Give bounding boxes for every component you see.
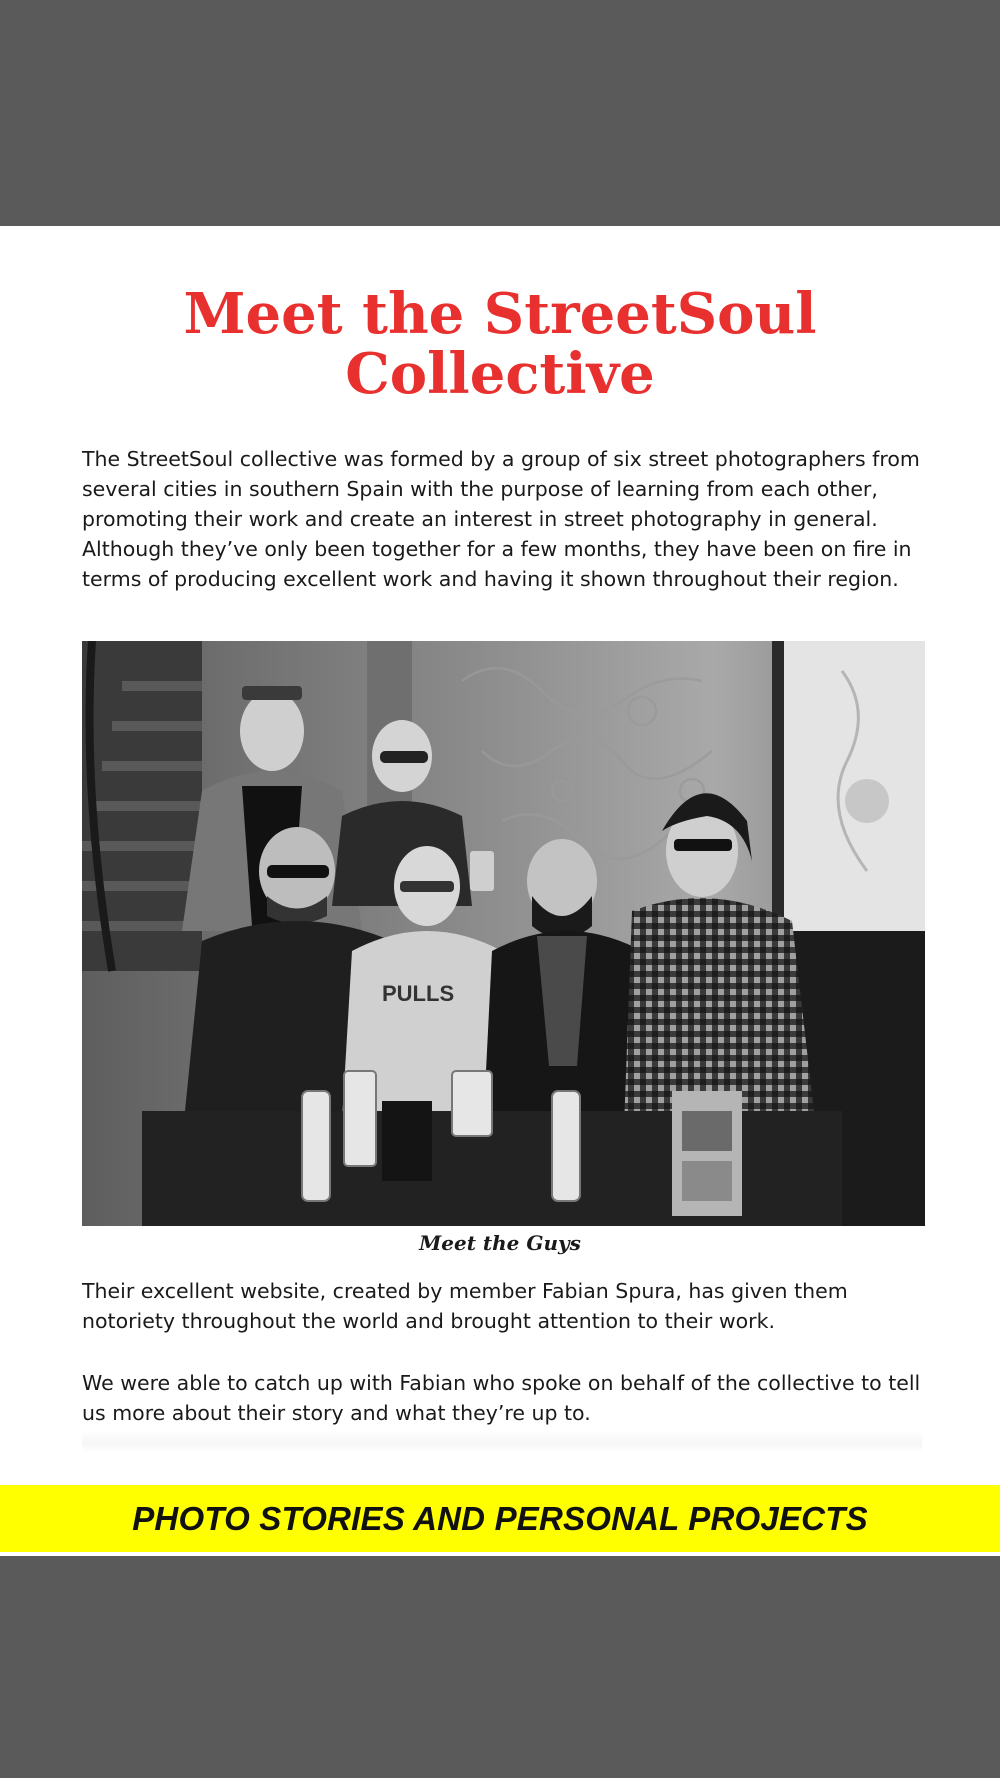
shirt-text: PULLS — [382, 981, 455, 1006]
section-banner — [0, 1485, 1000, 1552]
article-title — [0, 281, 1000, 407]
article-page — [0, 226, 1000, 1556]
title-line-1: Meet the StreetSoul — [183, 281, 817, 347]
interview-paragraph: We were able to catch up with Fabian who spoke on behalf of the collective to tell us more about their story and what they’re up to. — [82, 1371, 921, 1425]
banner-label: PHOTO STORIES AND PERSONAL PROJECTS — [132, 1499, 868, 1537]
website-paragraph: Their excellent website, created by member Fabian Spura, has given them notoriety throughout the world and brought attention to their work. — [82, 1279, 848, 1333]
intro-paragraph: The StreetSoul collective was formed by a group of six street photographers from several cities in southern Spain with the purpose of learning from each other, promoting their work and create an interest in street photography in general. Although they’ve only been together for a few months, they have been on fire in terms of producing excellent work and having it shown throughout their region. — [82, 447, 920, 591]
photo-caption: Meet the Guys — [419, 1231, 581, 1255]
title-line-2: Collective — [345, 341, 655, 407]
faded-text-fragment — [82, 1431, 922, 1453]
top-frame — [0, 0, 1000, 226]
group-photo — [82, 641, 925, 1226]
